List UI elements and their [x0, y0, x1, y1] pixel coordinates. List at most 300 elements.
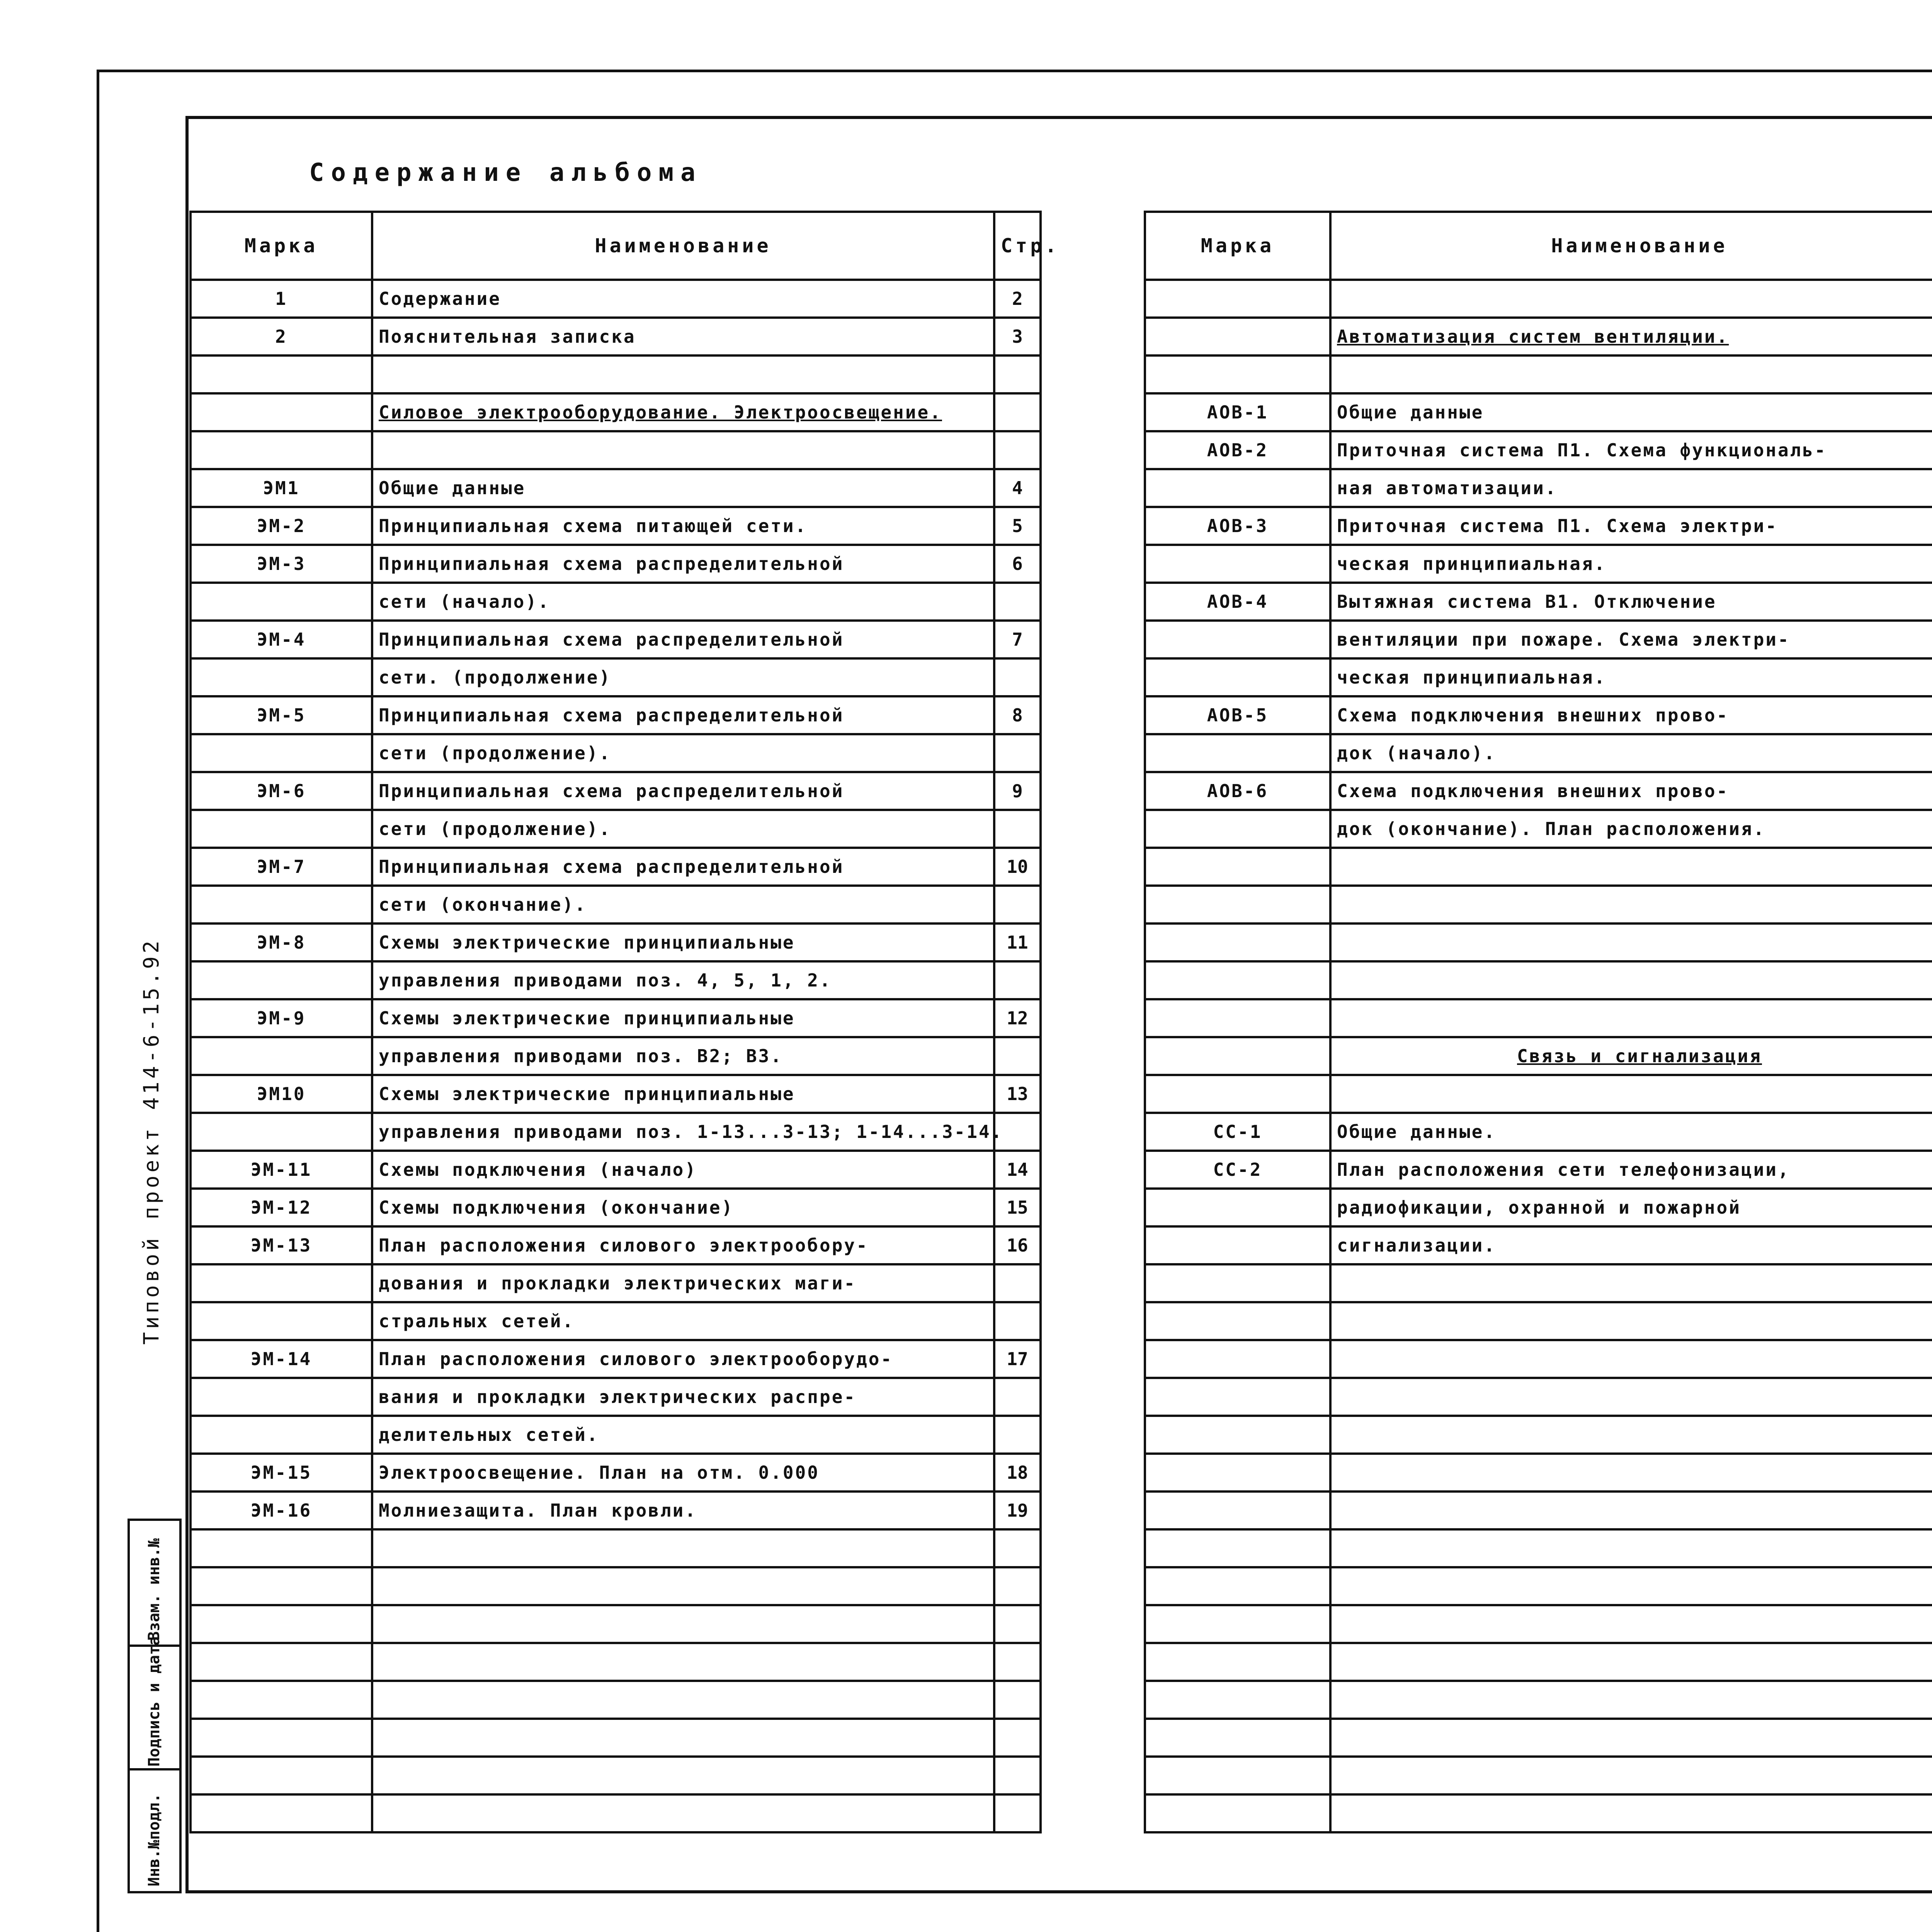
- row-mark: [1145, 1378, 1330, 1416]
- row-mark: [1145, 318, 1330, 355]
- row-mark: [190, 393, 372, 431]
- table-row: [190, 1226, 1041, 1264]
- side-stamp-cell: [130, 1521, 179, 1645]
- table-row: [1145, 1416, 1932, 1454]
- row-mark: [190, 583, 372, 621]
- row-name: [372, 431, 994, 469]
- row-page: 3: [994, 318, 1041, 355]
- table-row: [190, 1757, 1041, 1794]
- row-mark: [1145, 848, 1330, 886]
- table-row: [190, 772, 1041, 810]
- row-name: [1330, 1719, 1932, 1757]
- row-mark: [190, 1264, 372, 1302]
- table-row: [1145, 734, 1932, 772]
- table-row: [1145, 1492, 1932, 1529]
- row-page: 10: [994, 848, 1041, 886]
- row-mark: [1145, 545, 1330, 583]
- row-name: сети (продолжение).: [372, 810, 994, 848]
- row-name: [372, 1605, 994, 1643]
- row-name: Содержание: [372, 280, 994, 318]
- row-mark: [1145, 734, 1330, 772]
- row-name: Приточная система П1. Схема функциональ-: [1330, 431, 1932, 469]
- row-name: Схемы электрические принципиальные: [372, 999, 994, 1037]
- row-name: док (начало).: [1330, 734, 1932, 772]
- row-page: 2: [994, 280, 1041, 318]
- row-mark: ЭМ-3: [190, 545, 372, 583]
- table-row: [1145, 1757, 1932, 1794]
- table-header: [190, 212, 1041, 280]
- table-row: [190, 1189, 1041, 1226]
- row-page: 15: [994, 1189, 1041, 1226]
- table-row: [1145, 1681, 1932, 1719]
- table-row: [190, 1302, 1041, 1340]
- row-mark: [190, 1113, 372, 1151]
- row-page: 18: [994, 1454, 1041, 1492]
- row-name: Принципиальная схема питающей сети.: [372, 507, 994, 545]
- table-row: [190, 583, 1041, 621]
- row-name: [1330, 848, 1932, 886]
- row-mark: [190, 1605, 372, 1643]
- table-row: [1145, 1226, 1932, 1264]
- row-mark: [1145, 886, 1330, 923]
- table-row: [1145, 355, 1932, 393]
- left-contents-table: [189, 211, 1060, 1833]
- row-page: [994, 1605, 1041, 1643]
- row-name: Пояснительная записка: [372, 318, 994, 355]
- table-row: [1145, 1794, 1932, 1832]
- row-mark: ЭМ-15: [190, 1454, 372, 1492]
- row-name: [1330, 1416, 1932, 1454]
- table-row: [1145, 583, 1932, 621]
- table-row: [190, 507, 1041, 545]
- table-row: [1145, 431, 1932, 469]
- table-row: [190, 961, 1041, 999]
- row-page: [994, 1529, 1041, 1567]
- row-name: [372, 1757, 994, 1794]
- row-name: Общие данные: [372, 469, 994, 507]
- row-mark: [190, 734, 372, 772]
- row-name: сети (начало).: [372, 583, 994, 621]
- table-row: [1145, 658, 1932, 696]
- row-name: [372, 1794, 994, 1832]
- row-mark: [1145, 1037, 1330, 1075]
- right-contents-table: [1144, 211, 1932, 1833]
- table-row: [1145, 1378, 1932, 1416]
- table-row: [190, 1794, 1041, 1832]
- table-row: [1145, 961, 1932, 999]
- table-row: [190, 848, 1041, 886]
- row-mark: [1145, 961, 1330, 999]
- table-row: [1145, 1264, 1932, 1302]
- row-mark: [1145, 1075, 1330, 1113]
- row-page: [994, 961, 1041, 999]
- row-name: радиофикации, охранной и пожарной: [1330, 1189, 1932, 1226]
- side-stamp-label: Взам. инв.№: [145, 1538, 163, 1641]
- row-mark: [1145, 621, 1330, 658]
- row-name: Принципиальная схема распределительной: [372, 621, 994, 658]
- table-row: [1145, 923, 1932, 961]
- row-name: дования и прокладки электрических маги-: [372, 1264, 994, 1302]
- side-stamp-cell: [130, 1636, 179, 1770]
- row-page: 9: [994, 772, 1041, 810]
- table-row: [190, 1378, 1041, 1416]
- row-mark: [1145, 1605, 1330, 1643]
- table-row: [190, 1113, 1041, 1151]
- row-page: [994, 1643, 1041, 1681]
- row-name: ческая принципиальная.: [1330, 658, 1932, 696]
- row-mark: [190, 1529, 372, 1567]
- table-row: [190, 999, 1041, 1037]
- table-row: [190, 658, 1041, 696]
- table-row: [190, 355, 1041, 393]
- row-mark: [1145, 1567, 1330, 1605]
- row-mark: [1145, 658, 1330, 696]
- table-row: [1145, 280, 1932, 318]
- row-name: [1330, 886, 1932, 923]
- row-page: [994, 734, 1041, 772]
- table-row: [1145, 1605, 1932, 1643]
- row-mark: 2: [190, 318, 372, 355]
- row-name: управления приводами поз. В2; В3.: [372, 1037, 994, 1075]
- header-page: Стр.: [994, 212, 1041, 280]
- table-row: [190, 1416, 1041, 1454]
- row-mark: [190, 1378, 372, 1416]
- table-row: [190, 1567, 1041, 1605]
- table-row: [190, 1037, 1041, 1075]
- table-row: [190, 1605, 1041, 1643]
- row-page: 13: [994, 1075, 1041, 1113]
- row-name: [1330, 1643, 1932, 1681]
- row-mark: ЭМ-8: [190, 923, 372, 961]
- row-name: [1330, 1264, 1932, 1302]
- row-page: [994, 1264, 1041, 1302]
- row-page: [994, 393, 1041, 431]
- table-row: [190, 1264, 1041, 1302]
- row-mark: АОВ-1: [1145, 393, 1330, 431]
- table-row: [190, 734, 1041, 772]
- row-mark: [190, 1719, 372, 1757]
- row-mark: [190, 1037, 372, 1075]
- table-row: [190, 696, 1041, 734]
- row-name: [1330, 1757, 1932, 1794]
- row-mark: ЭМ-7: [190, 848, 372, 886]
- row-name: [1330, 961, 1932, 999]
- row-name: Схемы электрические принципиальные: [372, 923, 994, 961]
- table-row: [1145, 393, 1932, 431]
- table-row: [190, 318, 1041, 355]
- row-mark: [1145, 1416, 1330, 1454]
- row-page: [994, 431, 1041, 469]
- row-page: [994, 1719, 1041, 1757]
- row-mark: [1145, 1226, 1330, 1264]
- row-name: План расположения сети телефонизации,: [1330, 1151, 1932, 1189]
- row-mark: [1145, 280, 1330, 318]
- table-row: [1145, 1719, 1932, 1757]
- table-row: [1145, 1529, 1932, 1567]
- row-page: 16: [994, 1226, 1041, 1264]
- row-mark: АОВ-6: [1145, 772, 1330, 810]
- row-page: 19: [994, 1492, 1041, 1529]
- row-page: [994, 583, 1041, 621]
- row-name: [372, 1567, 994, 1605]
- row-mark: [1145, 1643, 1330, 1681]
- row-name: Силовое электрооборудование. Электроосвещение.: [372, 393, 994, 431]
- row-mark: [1145, 1454, 1330, 1492]
- row-name: Схемы электрические принципиальные: [372, 1075, 994, 1113]
- row-name: [372, 1529, 994, 1567]
- table-row: [1145, 545, 1932, 583]
- row-page: [994, 1302, 1041, 1340]
- row-mark: [190, 355, 372, 393]
- table-row: [190, 923, 1041, 961]
- row-mark: [190, 1681, 372, 1719]
- table-row: [1145, 886, 1932, 923]
- row-mark: [1145, 469, 1330, 507]
- row-page: [994, 1037, 1041, 1075]
- row-mark: [190, 658, 372, 696]
- row-page: [994, 1757, 1041, 1794]
- row-name: Схемы подключения (начало): [372, 1151, 994, 1189]
- row-name: Общие данные.: [1330, 1113, 1932, 1151]
- row-name: [1330, 1567, 1932, 1605]
- row-mark: [1145, 1264, 1330, 1302]
- row-name: [372, 355, 994, 393]
- row-mark: ЭМ-5: [190, 696, 372, 734]
- row-page: 17: [994, 1340, 1041, 1378]
- row-mark: [1145, 1794, 1330, 1832]
- table-row: [190, 393, 1041, 431]
- row-mark: [190, 1416, 372, 1454]
- row-mark: ЭМ-6: [190, 772, 372, 810]
- row-name: [1330, 1529, 1932, 1567]
- row-mark: ЭМ-9: [190, 999, 372, 1037]
- row-name: [1330, 923, 1932, 961]
- table-row: [1145, 1454, 1932, 1492]
- row-mark: АОВ-3: [1145, 507, 1330, 545]
- row-name: [1330, 1378, 1932, 1416]
- table-row: [1145, 1567, 1932, 1605]
- table-row: [190, 431, 1041, 469]
- row-page: [994, 810, 1041, 848]
- row-name: [372, 1643, 994, 1681]
- row-name: [1330, 1454, 1932, 1492]
- row-page: 11: [994, 923, 1041, 961]
- side-stamp-cell: [130, 1768, 179, 1893]
- row-name: [372, 1719, 994, 1757]
- row-mark: [1145, 810, 1330, 848]
- row-mark: [1145, 1302, 1330, 1340]
- table-header: [1145, 212, 1932, 280]
- row-name: [1330, 999, 1932, 1037]
- table-row: [190, 1492, 1041, 1529]
- row-mark: [190, 1643, 372, 1681]
- table-row: [1145, 469, 1932, 507]
- row-page: [994, 1416, 1041, 1454]
- row-mark: СС-1: [1145, 1113, 1330, 1151]
- table-row: [1145, 1302, 1932, 1340]
- table-row: [1145, 772, 1932, 810]
- row-name: стральных сетей.: [372, 1302, 994, 1340]
- row-mark: [190, 1567, 372, 1605]
- row-mark: ЭМ-2: [190, 507, 372, 545]
- row-mark: [1145, 1340, 1330, 1378]
- row-name: Принципиальная схема распределительной: [372, 772, 994, 810]
- row-name: сети. (продолжение): [372, 658, 994, 696]
- row-mark: [1145, 999, 1330, 1037]
- row-name: [1330, 1605, 1932, 1643]
- row-name: [1330, 1075, 1932, 1113]
- table-row: [190, 469, 1041, 507]
- table-row: [1145, 1151, 1932, 1189]
- table-row: [1145, 1075, 1932, 1113]
- row-mark: [1145, 923, 1330, 961]
- side-stamp: [128, 1519, 182, 1893]
- row-name: [1330, 1681, 1932, 1719]
- row-name: управления приводами поз. 4, 5, 1, 2.: [372, 961, 994, 999]
- row-page: [994, 355, 1041, 393]
- row-page: 6: [994, 545, 1041, 583]
- row-name: сигнализации.: [1330, 1226, 1932, 1264]
- row-name: Принципиальная схема распределительной: [372, 696, 994, 734]
- row-mark: [1145, 1189, 1330, 1226]
- row-name: Молниезащита. План кровли.: [372, 1492, 994, 1529]
- table-row: [190, 1643, 1041, 1681]
- table-row: [1145, 621, 1932, 658]
- table-row: [190, 280, 1041, 318]
- row-page: 8: [994, 696, 1041, 734]
- header-name: Наименование: [1330, 212, 1932, 280]
- row-page: 5: [994, 507, 1041, 545]
- row-mark: АОВ-5: [1145, 696, 1330, 734]
- row-mark: [1145, 1719, 1330, 1757]
- table-row: [190, 1075, 1041, 1113]
- row-page: 7: [994, 621, 1041, 658]
- header-mark: Марка: [1145, 212, 1330, 280]
- table-row: [190, 621, 1041, 658]
- table-row: [1145, 1189, 1932, 1226]
- table-row: [190, 1151, 1041, 1189]
- table-row: [1145, 696, 1932, 734]
- row-name: Вытяжная система В1. Отключение: [1330, 583, 1932, 621]
- row-mark: [190, 431, 372, 469]
- row-name: План расположения силового электрообору-: [372, 1226, 994, 1264]
- row-name: [372, 1681, 994, 1719]
- row-name: Принципиальная схема распределительной: [372, 848, 994, 886]
- row-name: Электроосвещение. План на отм. 0.000: [372, 1454, 994, 1492]
- table-row: [1145, 848, 1932, 886]
- row-page: [994, 1567, 1041, 1605]
- table-row: [190, 1454, 1041, 1492]
- row-mark: ЭМ-13: [190, 1226, 372, 1264]
- row-name: [1330, 1340, 1932, 1378]
- row-name: План расположения силового электрооборудо-: [372, 1340, 994, 1378]
- table-row: [190, 1681, 1041, 1719]
- row-name: делительных сетей.: [372, 1416, 994, 1454]
- row-page: [994, 886, 1041, 923]
- project-code: Типовой проект 414-6-15.92: [139, 937, 163, 1345]
- row-name: Общие данные: [1330, 393, 1932, 431]
- row-mark: ЭМ-12: [190, 1189, 372, 1226]
- row-page: [994, 658, 1041, 696]
- row-name: Принципиальная схема распределительной: [372, 545, 994, 583]
- row-name: управления приводами поз. 1-13...3-13; 1-14...3-14.: [372, 1113, 994, 1151]
- table-row: [1145, 318, 1932, 355]
- table-row: [1145, 999, 1932, 1037]
- row-mark: ЭМ-14: [190, 1340, 372, 1378]
- row-mark: [1145, 1492, 1330, 1529]
- row-name: Схема подключения внешних прово-: [1330, 696, 1932, 734]
- row-name: вания и прокладки электрических распре-: [372, 1378, 994, 1416]
- side-stamp-label: Подпись и дата: [145, 1636, 163, 1767]
- table-row: [190, 810, 1041, 848]
- row-mark: [190, 886, 372, 923]
- table-row: [190, 1529, 1041, 1567]
- table-row: [190, 1340, 1041, 1378]
- row-mark: [1145, 1529, 1330, 1567]
- row-name: Автоматизация систем вентиляции.: [1330, 318, 1932, 355]
- row-mark: [1145, 1757, 1330, 1794]
- row-name: [1330, 355, 1932, 393]
- row-mark: ЭМ-16: [190, 1492, 372, 1529]
- row-page: [994, 1681, 1041, 1719]
- row-page: 14: [994, 1151, 1041, 1189]
- table-row: [190, 886, 1041, 923]
- table-row: [1145, 810, 1932, 848]
- table-row: [190, 545, 1041, 583]
- row-name: ная автоматизации.: [1330, 469, 1932, 507]
- row-mark: ЭМ1: [190, 469, 372, 507]
- table-row: [1145, 1113, 1932, 1151]
- row-mark: 1: [190, 280, 372, 318]
- row-name: [1330, 1492, 1932, 1529]
- row-name: вентиляции при пожаре. Схема электри-: [1330, 621, 1932, 658]
- row-mark: [190, 1757, 372, 1794]
- album-contents-title: Содержание альбома: [309, 158, 702, 187]
- row-name: док (окончание). План расположения.: [1330, 810, 1932, 848]
- row-mark: ЭМ-4: [190, 621, 372, 658]
- table-row: [1145, 1340, 1932, 1378]
- row-name: Приточная система П1. Схема электри-: [1330, 507, 1932, 545]
- row-name: Связь и сигнализация: [1330, 1037, 1932, 1075]
- table-row: [1145, 1643, 1932, 1681]
- row-mark: АОВ-4: [1145, 583, 1330, 621]
- row-name: [1330, 280, 1932, 318]
- row-page: 4: [994, 469, 1041, 507]
- row-name: сети (окончание).: [372, 886, 994, 923]
- row-page: 12: [994, 999, 1041, 1037]
- row-name: [1330, 1794, 1932, 1832]
- row-mark: [190, 1302, 372, 1340]
- row-mark: [190, 961, 372, 999]
- row-name: сети (продолжение).: [372, 734, 994, 772]
- row-name: Схемы подключения (окончание): [372, 1189, 994, 1226]
- row-mark: АОВ-2: [1145, 431, 1330, 469]
- row-name: Схема подключения внешних прово-: [1330, 772, 1932, 810]
- row-mark: СС-2: [1145, 1151, 1330, 1189]
- row-name: ческая принципиальная.: [1330, 545, 1932, 583]
- header-name: Наименование: [372, 212, 994, 280]
- header-mark: Марка: [190, 212, 372, 280]
- row-name: [1330, 1302, 1932, 1340]
- table-row: [190, 1719, 1041, 1757]
- row-page: [994, 1794, 1041, 1832]
- table-row: [1145, 507, 1932, 545]
- row-mark: [1145, 1681, 1330, 1719]
- table-row: [1145, 1037, 1932, 1075]
- row-mark: [190, 1794, 372, 1832]
- row-page: [994, 1378, 1041, 1416]
- row-mark: [190, 810, 372, 848]
